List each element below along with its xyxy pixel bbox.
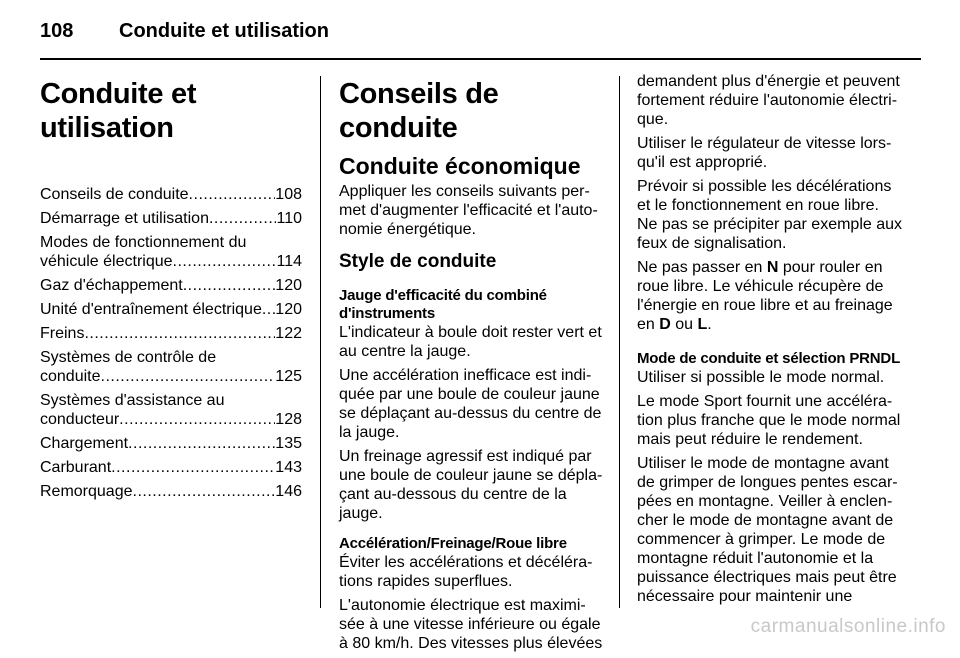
toc-label: Démarrage et utilisation — [40, 210, 209, 227]
text-run: Ne pas passer en — [637, 259, 767, 276]
toc-page-number: 108 — [275, 186, 302, 203]
toc-page-number: 120 — [275, 277, 302, 294]
toc-label: Unité d'entraînement électrique — [40, 301, 262, 318]
column-1 — [40, 72, 302, 506]
toc-row — [40, 458, 302, 477]
gear-l: L — [697, 316, 708, 333]
toc-row — [40, 252, 302, 271]
paragraph: Un freinage agressif est indiqué par une boule de couleur jaune se dépla-çant au-dessous du centre de la jauge. — [339, 448, 603, 522]
toc-page-number: 114 — [276, 253, 302, 270]
paragraph-gear — [637, 258, 903, 334]
toc-page-number: 120 — [275, 301, 302, 318]
paragraph: Le mode Sport fournit une accéléra-tion plus franche que le mode normal mais peut réduire le rendement. — [637, 393, 901, 448]
toc-label: véhicule électrique — [40, 253, 173, 270]
page-number: 108 — [40, 20, 74, 42]
toc-leader — [189, 185, 276, 204]
toc-entry[interactable] — [40, 185, 302, 204]
toc-page-number: 128 — [275, 411, 302, 428]
watermark: carmanualsonline.info — [750, 616, 946, 637]
heading-mode: Mode de conduite et sélection PRNDL — [637, 350, 901, 367]
toc-page-number: 143 — [275, 459, 302, 476]
toc-row — [40, 482, 302, 501]
toc-label: Carburant — [40, 459, 112, 476]
toc-leader — [101, 367, 276, 386]
toc-label: Chargement — [40, 435, 129, 452]
paragraph: Une accélération inefficace est indi-quée par une boule de couleur jaune se déplaçant au-dessus du centre de la jauge. — [339, 367, 602, 441]
header-rule — [40, 58, 921, 60]
toc-label: Freins — [40, 325, 85, 342]
toc-row — [40, 434, 302, 453]
intro-paragraph: Appliquer les conseils suivants per-met d'augmenter l'efficacité et l'auto-nomie énergétique. — [339, 183, 598, 238]
toc-label: conducteur — [40, 411, 120, 428]
toc-entry[interactable] — [40, 458, 302, 477]
heading-acceleration: Accélération/Freinage/Roue libre — [339, 535, 567, 552]
column-divider-1 — [320, 76, 321, 608]
toc-label: Remorquage — [40, 483, 133, 500]
toc-row — [40, 209, 302, 228]
heading-jauge: Jauge d'efficacité du combiné d'instruments — [339, 287, 547, 322]
column-3 — [637, 72, 903, 611]
toc-label: conduite — [40, 368, 101, 385]
toc-entry[interactable] — [40, 391, 302, 429]
toc-label: Systèmes d'assistance au — [40, 392, 225, 409]
toc-row — [40, 324, 302, 343]
toc-entry[interactable] — [40, 482, 302, 501]
text-run: . — [707, 316, 712, 333]
toc-entry[interactable] — [40, 434, 302, 453]
toc-leader — [111, 458, 275, 477]
toc-label: Systèmes de contrôle de — [40, 349, 217, 366]
paragraph: Prévoir si possible les décélérations et le fonctionnement en roue libre. Ne pas se précipiter par exemple aux feux de signalisation. — [637, 178, 903, 252]
toc-row — [40, 300, 302, 319]
toc-leader — [119, 410, 275, 429]
paragraph: Utiliser le mode de montagne avant de grimper de longues pentes escar-pées en montagne. Veiller à enclen-cher le mode de montagne avant de commencer à grimper. Le mode de montagne réduit l'autonomie et la puissance électriques mais peut être nécessaire pour maintenir une — [637, 455, 898, 605]
toc-label: Conseils de conduite — [40, 186, 189, 203]
chapter-title: Conduite et utilisation — [40, 78, 197, 144]
toc-page-number: 135 — [275, 435, 302, 452]
toc-row — [40, 410, 302, 429]
running-title: Conduite et utilisation — [119, 20, 329, 42]
toc-row — [40, 276, 302, 295]
toc-leader — [209, 209, 277, 228]
page-header — [40, 14, 920, 54]
paragraph: Éviter les accélérations et décéléra-tions rapides superflues. — [339, 554, 593, 590]
toc-leader — [173, 252, 277, 271]
toc-entry[interactable] — [40, 276, 302, 295]
toc-page-number: 122 — [275, 325, 302, 342]
text-run: ou — [670, 316, 698, 333]
subsection-title: Conduite économique — [339, 153, 581, 179]
toc-row — [40, 367, 302, 386]
toc-page-number: 110 — [276, 210, 302, 227]
paragraph: Utiliser le régulateur de vitesse lors-qu'il est approprié. — [637, 135, 892, 171]
column-divider-2 — [619, 76, 620, 608]
toc-entry[interactable] — [40, 300, 302, 319]
toc-entry[interactable] — [40, 324, 302, 343]
paragraph: demandent plus d'énergie et peuvent fortement réduire l'autonomie électri-que. — [637, 73, 900, 128]
paragraph: L'indicateur à boule doit rester vert et au centre la jauge. — [339, 324, 602, 360]
toc-row — [40, 185, 302, 204]
toc-leader — [262, 300, 275, 319]
toc-leader — [84, 324, 275, 343]
toc-entry[interactable] — [40, 348, 302, 386]
toc-entry[interactable] — [40, 233, 302, 271]
toc-entry[interactable] — [40, 209, 302, 228]
paragraph: Utiliser si possible le mode normal. — [637, 369, 885, 386]
paragraph: L'autonomie électrique est maximi-sée à une vitesse inférieure ou égale à 80 km/h. Des vitesses plus élevées — [339, 597, 603, 652]
toc-leader — [183, 276, 276, 295]
section-title: Conseils de conduite — [339, 78, 499, 144]
toc-label: Modes de fonctionnement du — [40, 234, 247, 251]
gear-d: D — [659, 316, 671, 333]
column-2 — [339, 72, 603, 658]
toc-leader — [133, 482, 276, 501]
toc-page-number: 125 — [275, 368, 302, 385]
toc-leader — [128, 434, 275, 453]
toc-label: Gaz d'échappement — [40, 277, 183, 294]
heading-style: Style de conduite — [339, 251, 497, 272]
table-of-contents — [40, 185, 302, 501]
text-run: pour rouler en roue libre. Le véhicule récupère de l'énergie en roue libre et au freinage en — [637, 259, 893, 333]
gear-n: N — [766, 259, 779, 276]
toc-page-number: 146 — [275, 483, 302, 500]
